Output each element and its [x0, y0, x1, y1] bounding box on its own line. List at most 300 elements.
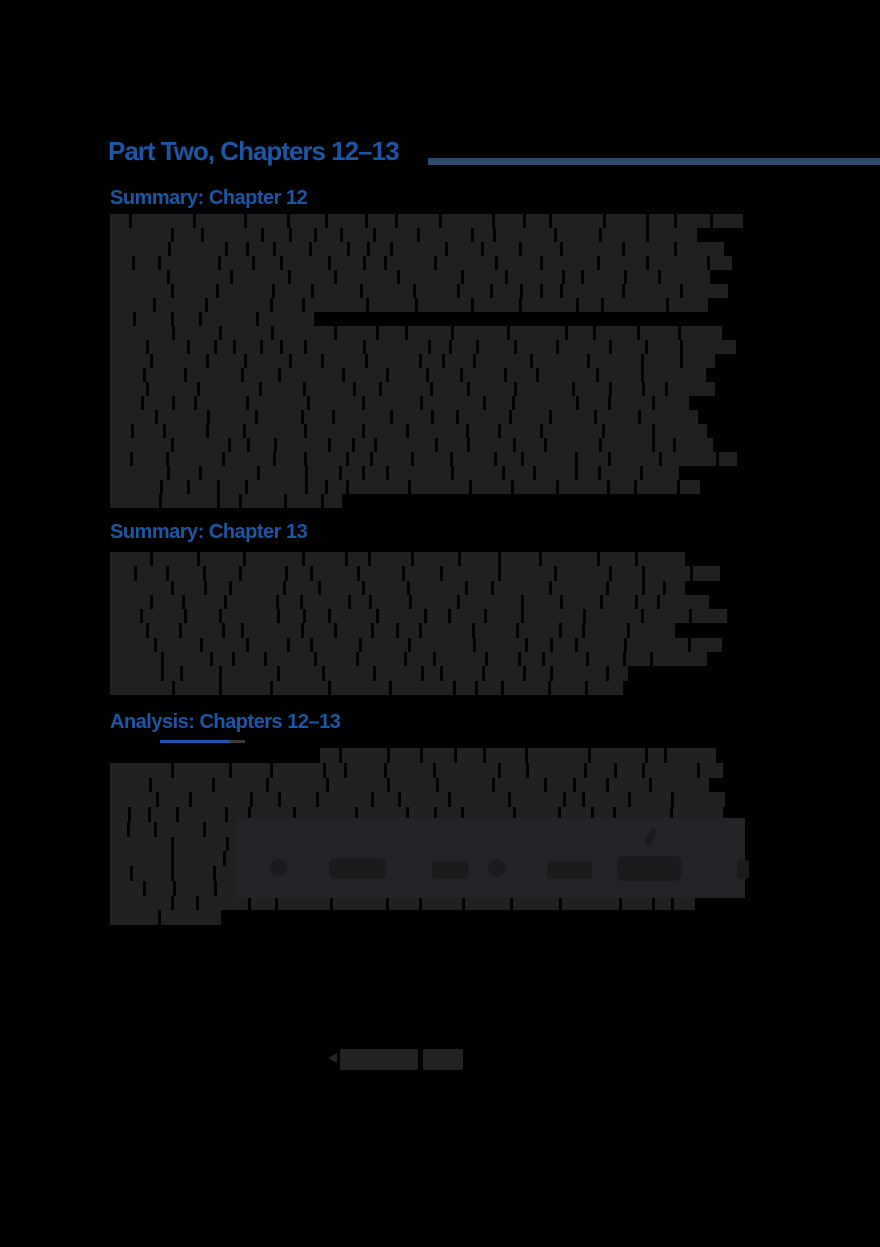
redacted-word — [501, 552, 539, 566]
redacted-word — [169, 452, 221, 466]
redacted-word — [110, 382, 146, 396]
rect-icon[interactable] — [547, 861, 592, 879]
redacted-word — [308, 480, 325, 494]
redacted-word — [501, 566, 554, 580]
redacted-word — [452, 340, 476, 354]
redacted-word — [423, 748, 454, 763]
redacted-word — [286, 581, 318, 595]
redacted-word — [244, 623, 301, 637]
redacted-word — [320, 748, 339, 763]
redacted-word — [175, 396, 194, 410]
redacted-text-line — [110, 326, 745, 340]
redacted-word — [137, 566, 166, 580]
redacted-word — [132, 214, 193, 228]
redacted-word — [638, 552, 685, 566]
redacted-word — [374, 623, 396, 637]
redacted-word — [292, 354, 321, 368]
redacted-word — [505, 466, 533, 480]
redacted-word — [135, 256, 157, 270]
redacted-word — [356, 382, 379, 396]
redacted-word — [246, 552, 301, 566]
redacted-word — [360, 566, 403, 580]
redacted-word — [586, 609, 641, 623]
redacted-word — [464, 270, 505, 284]
redacted-word — [192, 792, 250, 807]
redacted-word — [476, 354, 530, 368]
redacted-word — [146, 881, 174, 896]
redacted-word — [365, 581, 408, 595]
redacted-text-line — [320, 748, 745, 763]
redacted-word — [110, 424, 131, 438]
redacted-word — [260, 466, 306, 480]
redacted-word — [368, 214, 395, 228]
redacted-word — [355, 438, 375, 452]
redacted-word — [110, 910, 158, 925]
redacted-word — [110, 896, 171, 911]
redacted-word — [110, 792, 156, 807]
redacted-word — [187, 368, 241, 382]
redacted-word — [342, 466, 362, 480]
redacted-word — [164, 652, 210, 666]
redacted-word — [242, 566, 285, 580]
redacted-word — [206, 566, 239, 580]
redacted-word — [596, 326, 638, 340]
redacted-word — [161, 910, 221, 925]
redacted-word — [524, 595, 560, 609]
redacted-word — [267, 652, 314, 666]
redacted-word — [474, 298, 519, 312]
redacted-word — [568, 326, 593, 340]
redacted-word — [484, 242, 520, 256]
redacted-word — [523, 284, 539, 298]
redacted-word — [371, 552, 411, 566]
redacted-word — [262, 382, 303, 396]
redacted-word — [557, 228, 598, 242]
redacted-word — [187, 609, 219, 623]
redacted-word — [242, 494, 284, 508]
redacted-word — [410, 581, 465, 595]
redacted-word — [661, 270, 710, 284]
redacted-word — [210, 410, 255, 424]
redacted-text-line — [110, 354, 745, 368]
redacted-word — [476, 638, 525, 652]
redacted-word — [460, 595, 521, 609]
redacted-word — [645, 382, 665, 396]
redacted-paragraph-summary-12 — [110, 214, 745, 508]
redacted-word — [431, 340, 450, 354]
previous-section-link[interactable] — [326, 1046, 476, 1072]
redacted-word — [676, 438, 713, 452]
redacted-word — [655, 396, 689, 410]
redacted-word — [524, 609, 583, 623]
redacted-text-line — [110, 410, 745, 424]
redacted-word — [407, 652, 433, 666]
redacted-word — [585, 792, 628, 807]
redacted-word — [337, 326, 376, 340]
redacted-word — [174, 896, 195, 911]
redacted-word — [543, 284, 560, 298]
redacted-word — [249, 396, 308, 410]
redacted-word — [156, 298, 205, 312]
redacted-word — [110, 284, 171, 298]
redacted-word — [110, 256, 132, 270]
redacted-text-line — [110, 270, 745, 284]
redacted-word — [176, 881, 213, 896]
redacted-word — [609, 666, 628, 680]
redacted-word — [422, 354, 442, 368]
redacted-text-line — [110, 242, 745, 256]
redacted-word — [602, 438, 651, 452]
redacted-word — [275, 284, 311, 298]
dot-icon[interactable] — [488, 859, 506, 877]
heading-link-underline-tail — [230, 740, 245, 743]
redacted-word — [347, 763, 384, 778]
redacted-word — [454, 466, 502, 480]
redacted-word — [110, 866, 130, 881]
redacted-word — [578, 638, 624, 652]
redacted-word — [236, 340, 260, 354]
redacted-word — [563, 284, 622, 298]
redacted-word — [545, 652, 586, 666]
redacted-word — [342, 748, 387, 763]
embedded-widget-panel[interactable] — [237, 818, 745, 898]
redacted-word — [337, 270, 397, 284]
redacted-word — [305, 298, 366, 312]
redacted-word — [470, 438, 513, 452]
redacted-word — [174, 763, 229, 778]
redacted-word — [368, 354, 420, 368]
redacted-word — [666, 581, 686, 595]
redacted-word — [170, 466, 199, 480]
redacted-word — [411, 638, 473, 652]
redacted-word — [174, 438, 229, 452]
redacted-word — [170, 270, 230, 284]
redacted-word — [710, 256, 731, 270]
redacted-word — [609, 778, 649, 793]
redacted-word — [110, 851, 171, 866]
redacted-word — [683, 340, 735, 354]
redacted-text-line — [110, 623, 743, 637]
redacted-word — [454, 326, 507, 340]
redacted-word — [308, 466, 339, 480]
redacted-word — [587, 763, 614, 778]
redacted-word — [497, 452, 521, 466]
left-arrow-icon — [328, 1053, 337, 1063]
redacted-word — [487, 609, 520, 623]
redacted-word — [273, 298, 302, 312]
redacted-word — [542, 552, 597, 566]
redacted-word — [134, 424, 163, 438]
redacted-word — [307, 452, 346, 466]
redacted-word — [207, 581, 230, 595]
redacted-word — [307, 424, 362, 438]
redacted-text-line — [110, 312, 351, 326]
redacted-word — [246, 424, 304, 438]
redacted-word — [602, 228, 647, 242]
redacted-word — [416, 284, 457, 298]
redacted-word — [376, 228, 417, 242]
redacted-word — [219, 284, 273, 298]
redacted-word — [133, 866, 172, 881]
redacted-word — [363, 284, 413, 298]
redacted-word — [511, 792, 563, 807]
redacted-word — [136, 312, 170, 326]
redacted-word — [649, 228, 696, 242]
redacted-word — [110, 822, 127, 837]
redacted-word — [144, 396, 172, 410]
redacted-word — [668, 382, 715, 396]
redacted-word — [365, 466, 386, 480]
redacted-word — [366, 340, 427, 354]
redacted-word — [552, 214, 603, 228]
redacted-word — [427, 609, 449, 623]
redacted-word — [166, 424, 206, 438]
redacted-word — [281, 368, 342, 382]
redacted-word — [405, 566, 440, 580]
redacted-word — [681, 326, 721, 340]
redacted-word — [606, 214, 646, 228]
redacted-word — [543, 424, 602, 438]
pill-icon[interactable] — [329, 858, 386, 879]
redacted-word — [233, 270, 288, 284]
redacted-word — [521, 652, 541, 666]
redacted-word — [576, 778, 606, 793]
redacted-word — [445, 354, 473, 368]
redacted-word — [563, 595, 600, 609]
redacted-word — [611, 396, 652, 410]
edge-blob-icon[interactable] — [737, 860, 749, 879]
redacted-word — [324, 494, 343, 508]
redacted-word — [291, 270, 334, 284]
redacted-word — [110, 368, 143, 382]
redacted-text-line — [110, 595, 743, 609]
redacted-word — [263, 340, 280, 354]
redacted-word — [579, 298, 601, 312]
redacted-word — [174, 312, 200, 326]
redacted-word — [317, 228, 340, 242]
redacted-word — [277, 438, 328, 452]
redacted-word — [164, 666, 180, 680]
redacted-word — [231, 438, 247, 452]
redacted-word — [175, 326, 219, 340]
redacted-word — [110, 763, 171, 778]
redacted-word — [660, 595, 710, 609]
redacted-word — [461, 552, 498, 566]
redacted-word — [515, 396, 576, 410]
redacted-word — [247, 354, 289, 368]
redacted-word — [343, 228, 372, 242]
redacted-text-line — [110, 581, 743, 595]
redacted-word — [400, 270, 461, 284]
redacted-word — [640, 326, 678, 340]
redacted-word — [264, 228, 289, 242]
redacted-word — [579, 396, 608, 410]
title-rule — [428, 158, 880, 165]
redacted-word — [280, 666, 322, 680]
redacted-word — [228, 242, 246, 256]
redacted-word — [597, 410, 638, 424]
redacted-word — [232, 581, 282, 595]
redacted-word — [200, 382, 259, 396]
redacted-word — [312, 242, 348, 256]
redacted-word — [110, 452, 130, 466]
redacted-word — [390, 748, 420, 763]
redacted-word — [110, 270, 167, 284]
redacted-word — [110, 480, 160, 494]
redacted-word — [288, 566, 310, 580]
redacted-word — [536, 466, 576, 480]
redacted-text-line — [110, 792, 745, 807]
redacted-word — [307, 340, 363, 354]
redacted-text-line — [110, 284, 745, 298]
redacted-word — [110, 638, 154, 652]
redacted-word — [601, 466, 641, 480]
redacted-text-line — [110, 666, 642, 680]
redacted-word — [451, 609, 484, 623]
redacted-word — [249, 638, 287, 652]
redacted-word — [222, 681, 270, 695]
redacted-word — [110, 609, 140, 623]
redacted-word — [392, 681, 453, 695]
redacted-word — [379, 326, 406, 340]
redacted-word — [331, 256, 362, 270]
redacted-word — [588, 681, 623, 695]
redacted-word — [274, 326, 334, 340]
redacted-word — [305, 552, 346, 566]
redacted-word — [276, 242, 308, 256]
redacted-word — [398, 214, 439, 228]
redacted-word — [290, 638, 310, 652]
redacted-word — [552, 410, 594, 424]
redacted-word — [652, 778, 709, 793]
redacted-word — [468, 581, 491, 595]
redacted-word — [512, 410, 549, 424]
redacted-word — [393, 410, 431, 424]
redacted-word — [612, 382, 642, 396]
redacted-text-line — [110, 910, 224, 925]
redacted-word — [389, 368, 425, 382]
redacted-word — [185, 595, 224, 609]
wide-blob-icon[interactable] — [617, 856, 682, 881]
redacted-word — [110, 340, 146, 354]
redacted-word — [197, 396, 246, 410]
redacted-word — [474, 228, 493, 242]
redacted-word — [566, 792, 582, 807]
redacted-paragraph-summary-13 — [110, 552, 743, 695]
redacted-word — [524, 452, 576, 466]
redacted-word — [677, 214, 710, 228]
redacted-word — [377, 438, 435, 452]
redacted-word — [110, 354, 150, 368]
redacted-word — [600, 552, 635, 566]
redacted-word — [279, 595, 299, 609]
redacted-word — [225, 452, 273, 466]
redacted-word — [641, 410, 698, 424]
redacted-word — [631, 792, 671, 807]
redacted-word — [507, 368, 536, 382]
redacted-text-line — [110, 438, 745, 452]
redacted-word — [157, 638, 201, 652]
redacted-word — [222, 609, 277, 623]
redacted-word — [110, 242, 168, 256]
redacted-word — [401, 792, 448, 807]
redacted-word — [617, 763, 642, 778]
redacted-word — [600, 256, 646, 270]
redacted-word — [110, 326, 172, 340]
redacted-word — [374, 792, 397, 807]
rounded-rect-icon[interactable] — [432, 861, 469, 879]
redacted-word — [559, 480, 607, 494]
redacted-word — [220, 494, 239, 508]
redacted-word — [283, 256, 328, 270]
redacted-word — [553, 638, 575, 652]
redacted-text-line — [110, 382, 745, 396]
redacted-word — [584, 270, 624, 284]
redacted-word — [131, 807, 148, 822]
redacted-word — [335, 410, 389, 424]
redacted-word — [648, 340, 681, 354]
redacted-word — [303, 595, 349, 609]
redacted-word — [547, 438, 600, 452]
redacted-word — [179, 807, 225, 822]
redacted-word — [110, 807, 128, 822]
redacted-word — [328, 480, 346, 494]
redacted-word — [562, 623, 583, 637]
redacted-word — [443, 666, 482, 680]
redacted-word — [287, 494, 320, 508]
redacted-word — [604, 298, 666, 312]
redacted-word — [250, 438, 274, 452]
redacted-word — [110, 494, 159, 508]
redacted-word — [110, 552, 150, 566]
redacted-word — [485, 666, 524, 680]
redacted-word — [306, 609, 327, 623]
redacted-word — [249, 242, 273, 256]
redacted-word — [418, 298, 471, 312]
redacted-word — [692, 609, 727, 623]
redacted-word — [313, 566, 356, 580]
redacted-word — [680, 480, 699, 494]
redacted-text-line — [110, 552, 743, 566]
dot-icon[interactable] — [270, 859, 287, 876]
redacted-word — [648, 748, 664, 763]
redacted-word — [448, 242, 481, 256]
redacted-word — [494, 581, 549, 595]
redacted-word — [501, 763, 527, 778]
redacted-word — [389, 466, 450, 480]
redacted-word — [269, 778, 326, 793]
redacted-word — [590, 354, 642, 368]
redacted-word — [399, 623, 419, 637]
redacted-text-line — [110, 763, 745, 778]
redacted-word — [349, 480, 408, 494]
redacted-word — [644, 609, 689, 623]
redacted-word — [171, 242, 225, 256]
redacted-word — [110, 681, 172, 695]
redacted-text-line — [110, 340, 745, 354]
redacted-word — [157, 822, 203, 837]
redacted-word — [457, 748, 483, 763]
redacted-word — [517, 382, 572, 396]
redacted-word — [589, 652, 623, 666]
redacted-word — [603, 595, 635, 609]
redacted-word — [174, 228, 201, 242]
redacted-word — [162, 494, 217, 508]
redacted-word — [213, 652, 232, 666]
redacted-word — [645, 581, 662, 595]
redacted-word — [110, 595, 150, 609]
tick-icon[interactable] — [643, 827, 657, 847]
